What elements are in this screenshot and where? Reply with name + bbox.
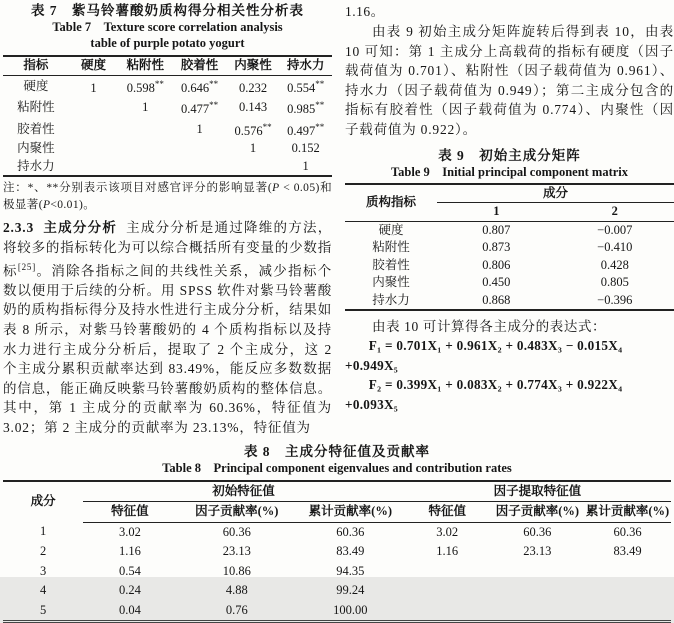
cell (491, 601, 585, 622)
formula-f2-line1: F₂ = 0.399X₁ + 0.083X₂ + 0.774X₃ + 0.922X₄ (345, 375, 674, 395)
section-body-post-ref: 。消除各指标之间的共线性关系，减少指标个数以便用于后续的分析。用 SPSS 软件对紫马铃薯酸奶的质构指标得分及持水性进行主成分分析，结果如表 8 所示，对紫马铃薯酸奶的 4 个质构指标以及持水力进行主成分分析后，提取了 2 个主成分，这 2 个主成分累积贡献率达到 83.49%，能反应多数数据的信息，能正确反映紫马铃薯酸奶质构的整体信息。其中，第 1 主成分的贡献率为 60.36%，特征值为 3.02；第 2 主成分的贡献率为 23.13%，特征值为 (3, 263, 332, 435)
table-row (3, 119, 332, 141)
significance-mark: ** (155, 79, 164, 89)
table-row (345, 221, 674, 239)
table9-title-en: Table 9 Initial principal component matrix (345, 164, 674, 180)
cell: 3.02 (83, 522, 177, 542)
table-row (345, 292, 674, 311)
row-label: 持水力 (3, 158, 69, 177)
table-row (3, 75, 332, 97)
cell (584, 601, 671, 622)
cell: 83.49 (584, 542, 671, 562)
cell (584, 562, 671, 582)
table7-header-adhesiveness: 粘附性 (118, 56, 172, 75)
cell (118, 119, 172, 141)
italic-p: P (43, 199, 50, 211)
cell: 0.54 (83, 562, 177, 582)
cell (118, 140, 172, 158)
table9-block (345, 147, 674, 312)
section-number: 2.3.3 (3, 220, 34, 235)
cell: 1.16 (83, 542, 177, 562)
cell: 0.576** (227, 119, 280, 141)
table8-spanner-row (3, 481, 671, 502)
cell (404, 581, 491, 601)
significance-mark: ** (263, 122, 272, 132)
cell: 4.88 (177, 581, 297, 601)
italic-p: P (272, 182, 279, 194)
table9-col-2: 2 (556, 203, 674, 222)
cell: 83.49 (297, 542, 404, 562)
cell: 10.86 (177, 562, 297, 582)
table8-group-extracted: 因子提取特征值 (404, 481, 671, 502)
cell: 1 (279, 158, 332, 177)
table-row (3, 542, 671, 562)
table7-header-hardness: 硬度 (69, 56, 118, 75)
row-label: 粘附性 (3, 97, 69, 119)
table7-header-row (3, 56, 332, 75)
cell: 23.13 (177, 542, 297, 562)
cell: 3.02 (404, 522, 491, 542)
component-number: 5 (3, 601, 83, 622)
row-label: 内聚性 (345, 274, 437, 292)
component-number: 1 (3, 522, 83, 542)
table8-eigenvalues-contributions (3, 480, 671, 623)
significance-mark: ** (315, 100, 324, 110)
table8-sub-contribution-2: 因子贡献率(%) (491, 502, 585, 523)
table7-header-cohesiveness: 内聚性 (227, 56, 280, 75)
cell: 0.805 (556, 274, 674, 292)
cell: 0.868 (437, 292, 555, 311)
row-label: 持水力 (345, 292, 437, 311)
table-row (3, 158, 332, 177)
cell: 0.806 (437, 257, 555, 275)
cell: 0.598** (118, 75, 172, 97)
row-label: 胶着性 (3, 119, 69, 141)
cell: 1 (69, 75, 118, 97)
cell: 0.143 (227, 97, 280, 119)
cell: 23.13 (491, 542, 585, 562)
significance-mark: ** (315, 122, 324, 132)
table-row (3, 562, 671, 582)
significance-mark: ** (209, 100, 218, 110)
formula-intro: 由表 10 可计算得各主成分的表达式： (345, 317, 674, 336)
cell (584, 581, 671, 601)
cell: 99.24 (297, 581, 404, 601)
cell: 0.497** (279, 119, 332, 141)
cell (69, 97, 118, 119)
cell (404, 601, 491, 622)
cell: 0.873 (437, 239, 555, 257)
cell: 0.24 (83, 581, 177, 601)
formula-f2-line2: +0.093X₅ (345, 395, 674, 415)
cell (69, 140, 118, 158)
rotated-matrix-paragraph: 由表 9 初始主成分矩阵旋转后得到表 10，由表 10 可知：第 1 主成分上高载荷的指标有硬度（因子载荷值为 0.701）、粘附性（因子载荷值为 0.961）、持水力（因子载荷值为 0.949）；第二主成分包含的指标有胶着性（因子载荷值为 0.774）、内聚性（因子载荷值为 0.922）。 (345, 22, 674, 140)
table-row (3, 601, 671, 622)
cell: 60.36 (177, 522, 297, 542)
cell: −0.410 (556, 239, 674, 257)
cell: 1 (172, 119, 226, 141)
table8-group-initial: 初始特征值 (83, 481, 404, 502)
carry-over-line: 1.16。 (345, 2, 674, 21)
table8-block (0, 443, 674, 623)
cell: 0.152 (279, 140, 332, 158)
cell: 0.807 (437, 221, 555, 239)
table7-correlation-matrix (3, 55, 332, 177)
table-row (345, 257, 674, 275)
table8-sub-cumulative-2: 累计贡献率(%) (584, 502, 671, 523)
table8-subheader-row (3, 502, 671, 523)
cell: 0.985** (279, 97, 332, 119)
cell: −0.007 (556, 221, 674, 239)
component-number: 4 (3, 581, 83, 601)
table9-stub-header: 质构指标 (345, 184, 437, 222)
cell: 0.646** (172, 75, 226, 97)
formula-f1-line2: +0.949X₅ (345, 356, 674, 376)
cell: 1 (118, 97, 172, 119)
cell: 0.554** (279, 75, 332, 97)
cell (491, 581, 585, 601)
citation-ref-25: [25] (18, 262, 36, 272)
cell (172, 158, 226, 177)
cell: 100.00 (297, 601, 404, 622)
table7-title-en-line2: table of purple potato yogurt (3, 35, 332, 51)
significance-mark: ** (315, 79, 324, 89)
cell (491, 562, 585, 582)
row-label: 胶着性 (345, 257, 437, 275)
table7-title-en-line1: Table 7 Texture score correlation analysis (3, 19, 332, 35)
table9-initial-component-matrix (345, 183, 674, 312)
cell (404, 562, 491, 582)
table7-footnote: 注：*、**分别表示该项目对感官评分的影响显著(P < 0.05)和极显著(P<0.01)。 (3, 180, 332, 214)
table-row (3, 581, 671, 601)
cell: 0.232 (227, 75, 280, 97)
table9-spanner-row (345, 184, 674, 203)
significance-mark: ** (209, 79, 218, 89)
cell: 0.477** (172, 97, 226, 119)
table7-header-whc: 持水力 (279, 56, 332, 75)
section-body-pre-ref: 主成分分析是通过降维的方法，将较多的指标转化为可以综合概括所有变量的少数指标 (3, 220, 332, 278)
cell (118, 158, 172, 177)
component-number: 2 (3, 542, 83, 562)
table8-title-en: Table 8 Principal component eigenvalues and contribution rates (3, 460, 671, 476)
cell: 0.428 (556, 257, 674, 275)
left-column (3, 2, 332, 438)
table-row (345, 274, 674, 292)
formula-f1-line1: F₁ = 0.701X₁ + 0.961X₂ + 0.483X₃ − 0.015X₄ (345, 336, 674, 356)
table8-sub-eigenvalue-2: 特征值 (404, 502, 491, 523)
row-label: 硬度 (3, 75, 69, 97)
table9-title-cn: 表 9 初始主成分矩阵 (345, 147, 674, 164)
row-label: 内聚性 (3, 140, 69, 158)
cell (172, 140, 226, 158)
row-label: 粘附性 (345, 239, 437, 257)
table-row (345, 239, 674, 257)
cell (69, 119, 118, 141)
table-row (3, 140, 332, 158)
cell: 0.450 (437, 274, 555, 292)
table9-col-1: 1 (437, 203, 555, 222)
table-row (3, 522, 671, 542)
component-number: 3 (3, 562, 83, 582)
row-label: 硬度 (345, 221, 437, 239)
table8-stub-header: 成分 (3, 481, 83, 523)
cell: −0.396 (556, 292, 674, 311)
table-row (3, 97, 332, 119)
cell (227, 158, 280, 177)
table7-header-indicator: 指标 (3, 56, 69, 75)
cell (69, 158, 118, 177)
cell: 60.36 (491, 522, 585, 542)
cell: 1.16 (404, 542, 491, 562)
cell: 94.35 (297, 562, 404, 582)
section-title: 主成分分析 (43, 220, 117, 235)
cell: 60.36 (297, 522, 404, 542)
table8-sub-eigenvalue-1: 特征值 (83, 502, 177, 523)
cell: 0.04 (83, 601, 177, 622)
cell: 0.76 (177, 601, 297, 622)
section-2-3-3-paragraph (3, 218, 332, 437)
table8-sub-contribution-1: 因子贡献率(%) (177, 502, 297, 523)
table7-header-gumminess: 胶着性 (172, 56, 226, 75)
table8-sub-cumulative-1: 累计贡献率(%) (297, 502, 404, 523)
cell: 60.36 (584, 522, 671, 542)
right-column (345, 2, 674, 438)
table8-title-cn: 表 8 主成分特征值及贡献率 (3, 443, 671, 460)
cell: 1 (227, 140, 280, 158)
table7-title-cn: 表 7 紫马铃薯酸奶质构得分相关性分析表 (3, 2, 332, 19)
table9-component-spanner: 成分 (437, 184, 674, 203)
